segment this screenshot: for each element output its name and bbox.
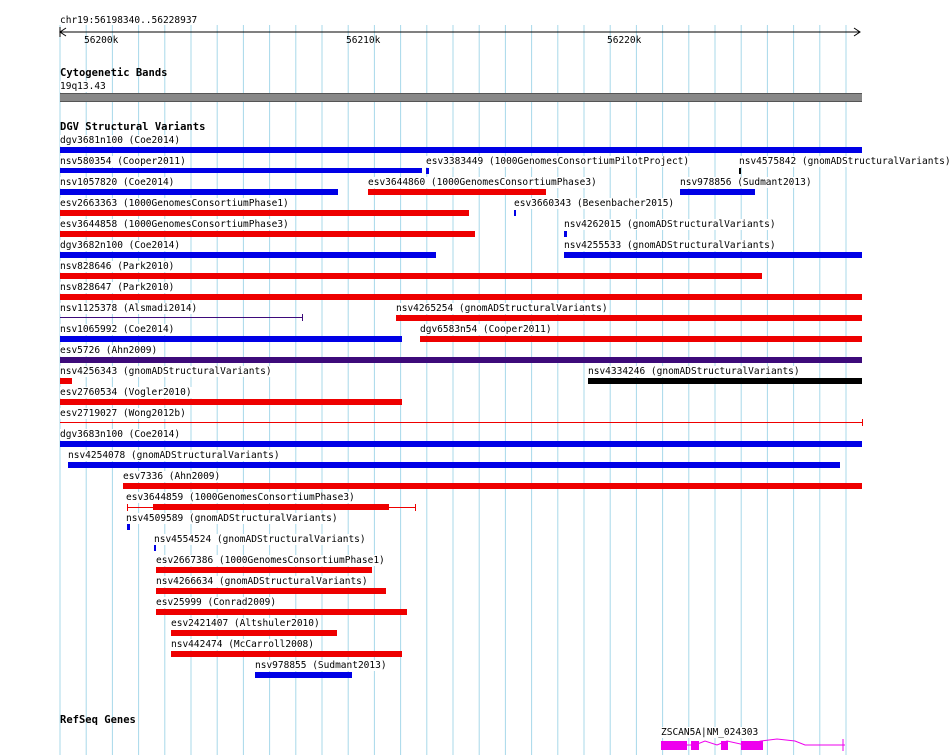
refseq-gene-label: ZSCAN5A|NM_024303 xyxy=(661,727,759,738)
variant-bar[interactable] xyxy=(156,567,372,573)
variant-label: nsv978855 (Sudmant2013) xyxy=(255,660,387,671)
variant-bar[interactable] xyxy=(60,210,469,216)
variant-bar[interactable] xyxy=(426,168,429,174)
variant-bar[interactable] xyxy=(564,252,862,258)
refseq-track-title[interactable]: RefSeq Genes xyxy=(60,714,136,726)
variant-bar[interactable] xyxy=(60,336,402,342)
variant-bar[interactable] xyxy=(60,399,402,405)
variant-label: esv3644858 (1000GenomesConsortiumPhase3) xyxy=(60,219,289,230)
variant-bar[interactable] xyxy=(60,189,338,195)
variant-bar[interactable] xyxy=(60,317,302,318)
variant-label: nsv1125378 (Alsmadi2014) xyxy=(60,303,198,314)
variant-bar[interactable] xyxy=(60,252,436,258)
variant-label: esv25999 (Conrad2009) xyxy=(156,597,277,608)
variant-flank-tick xyxy=(415,504,416,511)
variant-label: nsv4509589 (gnomADStructuralVariants) xyxy=(126,513,338,524)
variant-bar[interactable] xyxy=(156,609,407,615)
variant-bar[interactable] xyxy=(564,231,567,237)
variant-bar[interactable] xyxy=(123,483,862,489)
variant-label: esv3644859 (1000GenomesConsortiumPhase3) xyxy=(126,492,355,503)
variant-bar[interactable] xyxy=(171,630,337,636)
variant-bar[interactable] xyxy=(60,357,862,363)
variant-label: esv2421407 (Altshuler2010) xyxy=(171,618,320,629)
variant-end-tick xyxy=(862,419,863,426)
ruler-tick-label-1: 56200k xyxy=(84,35,119,46)
variant-label: dgv3682n100 (Coe2014) xyxy=(60,240,181,251)
variant-bar[interactable] xyxy=(156,588,386,594)
variant-end-tick xyxy=(302,314,303,321)
variant-label: dgv3683n100 (Coe2014) xyxy=(60,429,181,440)
variant-bar[interactable] xyxy=(396,315,862,321)
variant-bar[interactable] xyxy=(368,189,546,195)
variant-label: dgv6583n54 (Cooper2011) xyxy=(420,324,552,335)
variant-label: esv2719027 (Wong2012b) xyxy=(60,408,186,419)
variant-label: esv7336 (Ahn2009) xyxy=(123,471,221,482)
variant-bar[interactable] xyxy=(60,441,862,447)
variant-bar[interactable] xyxy=(60,294,862,300)
variant-bar[interactable] xyxy=(680,189,755,195)
variant-bar[interactable] xyxy=(60,231,475,237)
dgv-track-title[interactable]: DGV Structural Variants xyxy=(60,121,206,133)
variant-label: esv3660343 (Besenbacher2015) xyxy=(514,198,675,209)
variant-label: nsv580354 (Cooper2011) xyxy=(60,156,186,167)
refseq-gene-model[interactable] xyxy=(655,737,855,755)
region-label: chr19:56198340..56228937 xyxy=(60,15,198,26)
variant-bar[interactable] xyxy=(60,168,422,173)
ruler-tick-label-2: 56210k xyxy=(346,35,381,46)
variant-label: nsv442474 (McCarroll2008) xyxy=(171,639,314,650)
variant-flank-line xyxy=(127,507,415,508)
variant-label: dgv3681n100 (Coe2014) xyxy=(60,135,181,146)
variant-label: nsv4262015 (gnomADStructuralVariants) xyxy=(564,219,776,230)
variant-label: nsv4575842 (gnomADStructuralVariants) xyxy=(739,156,951,167)
variant-bar[interactable] xyxy=(68,462,840,468)
variant-bar[interactable] xyxy=(127,524,130,530)
variant-label: esv3644860 (1000GenomesConsortiumPhase3) xyxy=(368,177,597,188)
variant-label: nsv828647 (Park2010) xyxy=(60,282,175,293)
variant-bar[interactable] xyxy=(60,378,72,384)
variant-bar[interactable] xyxy=(514,210,516,216)
variant-label: nsv978856 (Sudmant2013) xyxy=(680,177,812,188)
variant-label: nsv4554524 (gnomADStructuralVariants) xyxy=(154,534,366,545)
variant-bar[interactable] xyxy=(60,422,862,423)
variant-label: esv2663363 (1000GenomesConsortiumPhase1) xyxy=(60,198,289,209)
variant-label: nsv4334246 (gnomADStructuralVariants) xyxy=(588,366,800,377)
variant-bar[interactable] xyxy=(171,651,402,657)
variant-label: nsv4256343 (gnomADStructuralVariants) xyxy=(60,366,272,377)
ruler-tick-label-3: 56220k xyxy=(607,35,642,46)
variant-bar[interactable] xyxy=(588,378,862,384)
cytoband-label: 19q13.43 xyxy=(60,81,106,92)
variant-label: nsv828646 (Park2010) xyxy=(60,261,175,272)
variant-label: nsv1065992 (Coe2014) xyxy=(60,324,175,335)
variant-label: nsv4266634 (gnomADStructuralVariants) xyxy=(156,576,368,587)
variant-bar[interactable] xyxy=(739,168,741,174)
variant-bar[interactable] xyxy=(60,273,762,279)
variant-bar[interactable] xyxy=(255,672,352,678)
variant-bar[interactable] xyxy=(154,545,156,551)
variant-bar[interactable] xyxy=(420,336,862,342)
variant-label: nsv1057820 (Coe2014) xyxy=(60,177,175,188)
variant-label: nsv4254078 (gnomADStructuralVariants) xyxy=(68,450,280,461)
variant-label: esv5726 (Ahn2009) xyxy=(60,345,158,356)
variant-flank-tick xyxy=(127,504,128,511)
variant-bar[interactable] xyxy=(60,147,862,153)
variant-label: nsv4265254 (gnomADStructuralVariants) xyxy=(396,303,608,314)
variant-label: esv2667386 (1000GenomesConsortiumPhase1) xyxy=(156,555,385,566)
variant-label: esv3383449 (1000GenomesConsortiumPilotProject) xyxy=(426,156,690,167)
variant-label: nsv4255533 (gnomADStructuralVariants) xyxy=(564,240,776,251)
cytobands-track-title[interactable]: Cytogenetic Bands xyxy=(60,67,168,79)
variant-label: esv2760534 (Vogler2010) xyxy=(60,387,192,398)
